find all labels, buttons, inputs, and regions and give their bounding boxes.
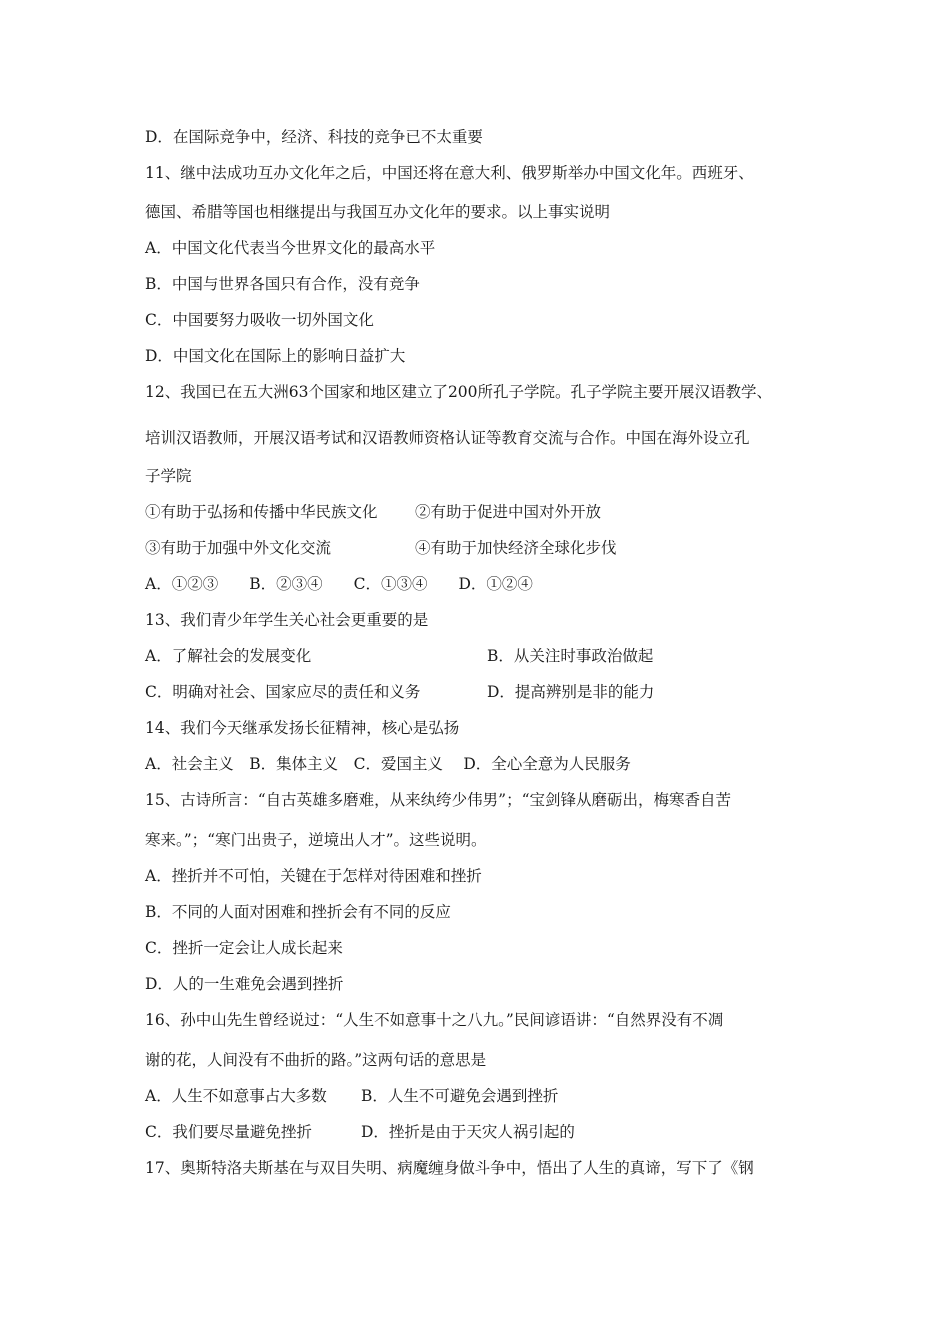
option-15-b: B．不同的人面对困难和挫折会有不同的反应 [145, 903, 451, 921]
statement-3: ③有助于加强中外文化交流 [145, 539, 332, 557]
question-12-stem-line-1: 12、我国已在五大洲63个国家和地区建立了200所孔子学院。孔子学院主要开展汉语教学、 [145, 383, 773, 401]
option-10-d: D．在国际竞争中，经济、科技的竞争已不太重要 [145, 128, 483, 146]
option-13-d: D．提高辨别是非的能力 [487, 683, 655, 701]
statement-4: ④有助于加快经济全球化步伐 [415, 539, 617, 557]
question-11-stem-line-1: 11、继中法成功互办文化年之后，中国还将在意大利、俄罗斯举办中国文化年。西班牙、 [145, 164, 754, 182]
option-15-c: C．挫折一定会让人成长起来 [145, 939, 343, 957]
question-16-stem-line-1: 16、孙中山先生曾经说过：“人生不如意事十之八九。”民间谚语讲：“自然界没有不凋 [145, 1011, 724, 1029]
question-11-stem-line-2: 德国、希腊等国也相继提出与我国互办文化年的要求。以上事实说明 [145, 203, 611, 221]
option-16-c: C．我们要尽量避免挫折 [145, 1123, 312, 1141]
question-16-options-row-1 [145, 1085, 830, 1107]
option-16-b: B．人生不可避免会遇到挫折 [361, 1087, 559, 1105]
question-12-stem-line-3: 子学院 [145, 467, 192, 485]
statement-2: ②有助于促进中国对外开放 [415, 503, 602, 521]
option-15-d: D．人的一生难免会遇到挫折 [145, 975, 344, 993]
question-17-stem-line-1: 17、奥斯特洛夫斯基在与双目失明、病魔缠身做斗争中，悟出了人生的真谛，写下了《钢 [145, 1159, 754, 1177]
option-13-b: B．从关注时事政治做起 [487, 647, 654, 665]
question-15-stem-line-1: 15、古诗所言：“自古英雄多磨难，从来纨绔少伟男”；“宝剑锋从磨砺出，梅寒香自苦 [145, 791, 731, 809]
question-14-stem: 14、我们今天继承发扬长征精神，核心是弘扬 [145, 719, 460, 737]
option-16-d: D．挫折是由于天灾人祸引起的 [361, 1123, 575, 1141]
question-13-options-row-1 [145, 645, 830, 667]
question-13-options-row-2 [145, 681, 830, 703]
question-16-stem-line-2: 谢的花，人间没有不曲折的路。”这两句话的意思是 [145, 1051, 487, 1069]
question-12-stem-line-2: 培训汉语教师，开展汉语考试和汉语教师资格认证等教育交流与合作。中国在海外设立孔 [145, 429, 750, 447]
option-16-a: A．人生不如意事占大多数 [145, 1087, 327, 1105]
question-14-options: A．社会主义 B．集体主义 C．爱国主义 D．全心全意为人民服务 [145, 755, 631, 773]
option-11-a: A．中国文化代表当今世界文化的最高水平 [145, 239, 436, 257]
question-12-statements-row-1 [145, 501, 830, 523]
question-12-statements-row-2 [145, 537, 830, 559]
option-15-a: A．挫折并不可怕，关键在于怎样对待困难和挫折 [145, 867, 482, 885]
option-13-c: C．明确对社会、国家应尽的责任和义务 [145, 683, 421, 701]
question-13-stem: 13、我们青少年学生关心社会更重要的是 [145, 611, 429, 629]
question-16-options-row-2 [145, 1121, 830, 1143]
question-12-options: A．①②③ B．②③④ C．①③④ D．①②④ [145, 575, 533, 593]
option-11-b: B．中国与世界各国只有合作，没有竞争 [145, 275, 420, 293]
option-13-a: A．了解社会的发展变化 [145, 647, 312, 665]
option-11-c: C．中国要努力吸收一切外国文化 [145, 311, 374, 329]
question-15-stem-line-2: 寒来。”；“寒门出贵子，逆境出人才”。这些说明。 [145, 831, 487, 849]
statement-1: ①有助于弘扬和传播中华民族文化 [145, 503, 378, 521]
option-11-d: D．中国文化在国际上的影响日益扩大 [145, 347, 406, 365]
